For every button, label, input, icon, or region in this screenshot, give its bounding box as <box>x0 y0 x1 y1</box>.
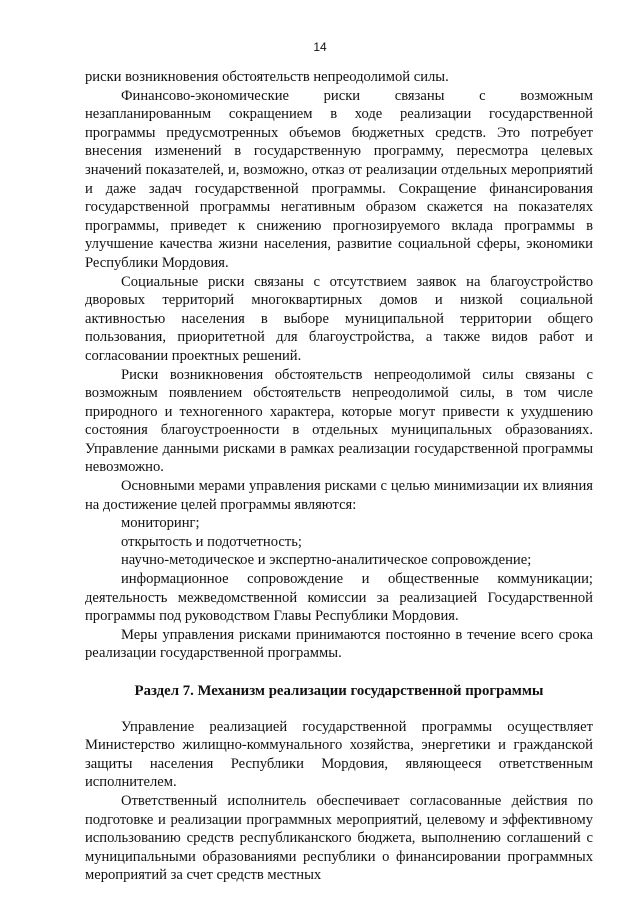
paragraph: открытость и подотчетность; <box>121 533 302 550</box>
paragraph: научно-методическое и экспертно-аналитическое сопровождение; <box>121 552 532 569</box>
paragraph: Основными мерами управления рисками с целью минимизации их влияния на достижение целей программы являются: <box>85 478 593 513</box>
paragraph: риски возникновения обстоятельств непреодолимой силы. <box>85 69 449 85</box>
paragraph: Ответственный исполнитель обеспечивает согласованные действия по подготовке и реализации программных мероприятий, целевому и эффективному использованию средств республиканского бюджета, выполнению соглашений с муниципальными образованиями республики о финансировании программных мероприятий за счет средств местных <box>85 792 593 884</box>
paragraph: Управление реализацией государственной программы осуществляет Министерство жилищно-коммунального хозяйства, энергетики и гражданской защиты населения Республики Мордовия, являющееся ответственным исполнителем. <box>85 718 593 791</box>
paragraph: Риски возникновения обстоятельств непреодолимой силы связаны с возможным появлением обстоятельств непреодолимой силы, в том числе природного и техногенного характера, которые могут привести к ухудшению состояния благоустроенности в отдельных муниципальных образованиях. Управление данными рисками в рамках реализации государственной программы невозможно. <box>85 366 593 476</box>
page-number: 14 <box>313 40 327 54</box>
paragraph: информационное сопровождение и общественные коммуникации; деятельность межведомственной комиссии за реализацией Государственной программы под руководством Главы Республики Мордовия. <box>85 571 593 625</box>
section-6-text <box>85 68 593 663</box>
paragraph: мониторинг; <box>121 515 200 532</box>
paragraph: Социальные риски связаны с отсутствием заявок на благоустройство дворовых территорий многоквартирных домов и низкой социальной активностью населения в выборе муниципальной территории общего пользования, приоритетной для благоустройства, а также видов работ и согласовании проектных решений. <box>85 273 593 364</box>
paragraph: Меры управления рисками принимаются постоянно в течение всего срока реализации государственной программы. <box>85 626 593 662</box>
document-body <box>85 68 593 885</box>
paragraph: Финансово-экономические риски связаны с возможным незапланированным сокращением в ходе реализации государственной программы предусмотренных объемов бюджетных средств. Это потребует внесения изменений в государственную программу, пересмотра целевых значений показателей, и, возможно, отказ от реализации отдельных мероприятий и даже задач государственной программы. Сокращение финансирования государственной программы негативным образом скажется на показателях программы, приведет к снижению прогнозируемого вклада программы в улучшение качества жизни населения, развитие социальной сферы, экономики Республики Мордовия. <box>85 87 593 271</box>
section-title: Раздел 7. Механизм реализации государственной программы <box>134 683 544 699</box>
section-7-text <box>85 718 593 885</box>
